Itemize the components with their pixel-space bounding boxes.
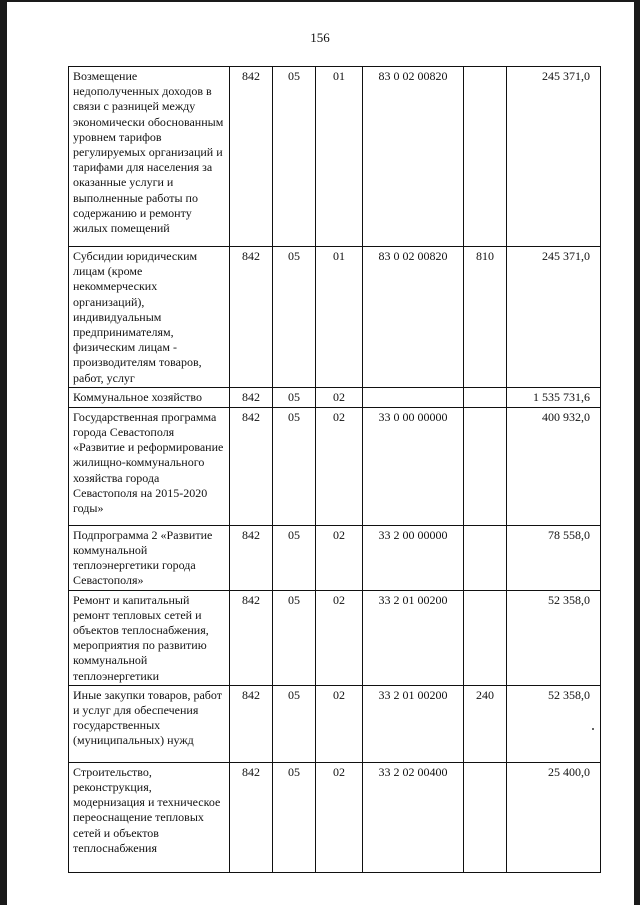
row-expense-type: 810	[464, 247, 507, 388]
row-ministry-code: 842	[230, 407, 273, 525]
row-name: Государственная программа города Севастополя «Развитие и реформирование жилищно-коммунального хозяйства города Севастополя на 2015-2020 годы»	[69, 407, 230, 525]
row-name: Иные закупки товаров, работ и услуг для обеспечения государственных (муниципальных) нужд	[69, 685, 230, 762]
table-row	[69, 407, 601, 525]
row-target-article: 33 2 02 00400	[363, 762, 464, 872]
row-name: Строительство, реконструкция, модернизация и техническое переоснащение тепловых сетей и объектов теплоснабжения	[69, 762, 230, 872]
row-amount: 78 558,0	[507, 525, 601, 590]
row-expense-type: 240	[464, 685, 507, 762]
row-ministry-code: 842	[230, 67, 273, 247]
row-section-code: 05	[273, 387, 316, 407]
row-target-article: 33 0 00 00000	[363, 407, 464, 525]
row-amount: 245 371,0	[507, 67, 601, 247]
row-name: Ремонт и капитальный ремонт тепловых сетей и объектов теплоснабжения, мероприятия по развитию коммунальной теплоэнергетики	[69, 590, 230, 685]
row-expense-type	[464, 387, 507, 407]
row-subsection-code: 02	[316, 762, 363, 872]
row-subsection-code: 02	[316, 685, 363, 762]
table-row	[69, 247, 601, 388]
table-row	[69, 525, 601, 590]
row-expense-type	[464, 762, 507, 872]
row-amount: 52 358,0	[507, 685, 601, 762]
row-name: Возмещение недополученных доходов в связи с разницей между экономически обоснованным уровнем тарифов регулируемых организаций и тарифами для населения за оказанные услуги и выполненные работы по содержанию и ремонту жилых помещений	[69, 67, 230, 247]
table-row	[69, 762, 601, 872]
row-target-article	[363, 387, 464, 407]
row-target-article: 33 2 01 00200	[363, 685, 464, 762]
row-expense-type	[464, 407, 507, 525]
page-number: 156	[310, 30, 330, 45]
table-row	[69, 387, 601, 407]
row-expense-type	[464, 590, 507, 685]
row-section-code: 05	[273, 762, 316, 872]
scan-edge-top	[0, 0, 640, 2]
row-amount: 245 371,0	[507, 247, 601, 388]
row-subsection-code: 01	[316, 67, 363, 247]
row-section-code: 05	[273, 67, 316, 247]
row-ministry-code: 842	[230, 685, 273, 762]
row-subsection-code: 01	[316, 247, 363, 388]
scan-speck	[592, 728, 594, 730]
row-section-code: 05	[273, 590, 316, 685]
row-amount: 1 535 731,6	[507, 387, 601, 407]
table-row	[69, 590, 601, 685]
scan-edge-right	[634, 0, 640, 905]
row-amount: 25 400,0	[507, 762, 601, 872]
row-target-article: 83 0 02 00820	[363, 67, 464, 247]
row-target-article: 33 2 00 00000	[363, 525, 464, 590]
row-ministry-code: 842	[230, 762, 273, 872]
row-name: Коммунальное хозяйство	[69, 387, 230, 407]
row-subsection-code: 02	[316, 525, 363, 590]
budget-table	[68, 66, 601, 873]
row-expense-type	[464, 67, 507, 247]
table-row	[69, 685, 601, 762]
row-subsection-code: 02	[316, 387, 363, 407]
row-ministry-code: 842	[230, 247, 273, 388]
row-expense-type	[464, 525, 507, 590]
row-ministry-code: 842	[230, 387, 273, 407]
row-section-code: 05	[273, 247, 316, 388]
row-name: Подпрограмма 2 «Развитие коммунальной теплоэнергетики города Севастополя»	[69, 525, 230, 590]
row-target-article: 83 0 02 00820	[363, 247, 464, 388]
table-row	[69, 67, 601, 247]
row-name: Субсидии юридическим лицам (кроме некоммерческих организаций), индивидуальным предпринимателям, физическим лицам - производителям товаров, работ, услуг	[69, 247, 230, 388]
row-ministry-code: 842	[230, 590, 273, 685]
row-target-article: 33 2 01 00200	[363, 590, 464, 685]
row-ministry-code: 842	[230, 525, 273, 590]
row-amount: 400 932,0	[507, 407, 601, 525]
scan-edge-left	[0, 0, 7, 905]
row-subsection-code: 02	[316, 590, 363, 685]
row-section-code: 05	[273, 407, 316, 525]
row-amount: 52 358,0	[507, 590, 601, 685]
row-section-code: 05	[273, 685, 316, 762]
row-section-code: 05	[273, 525, 316, 590]
row-subsection-code: 02	[316, 407, 363, 525]
